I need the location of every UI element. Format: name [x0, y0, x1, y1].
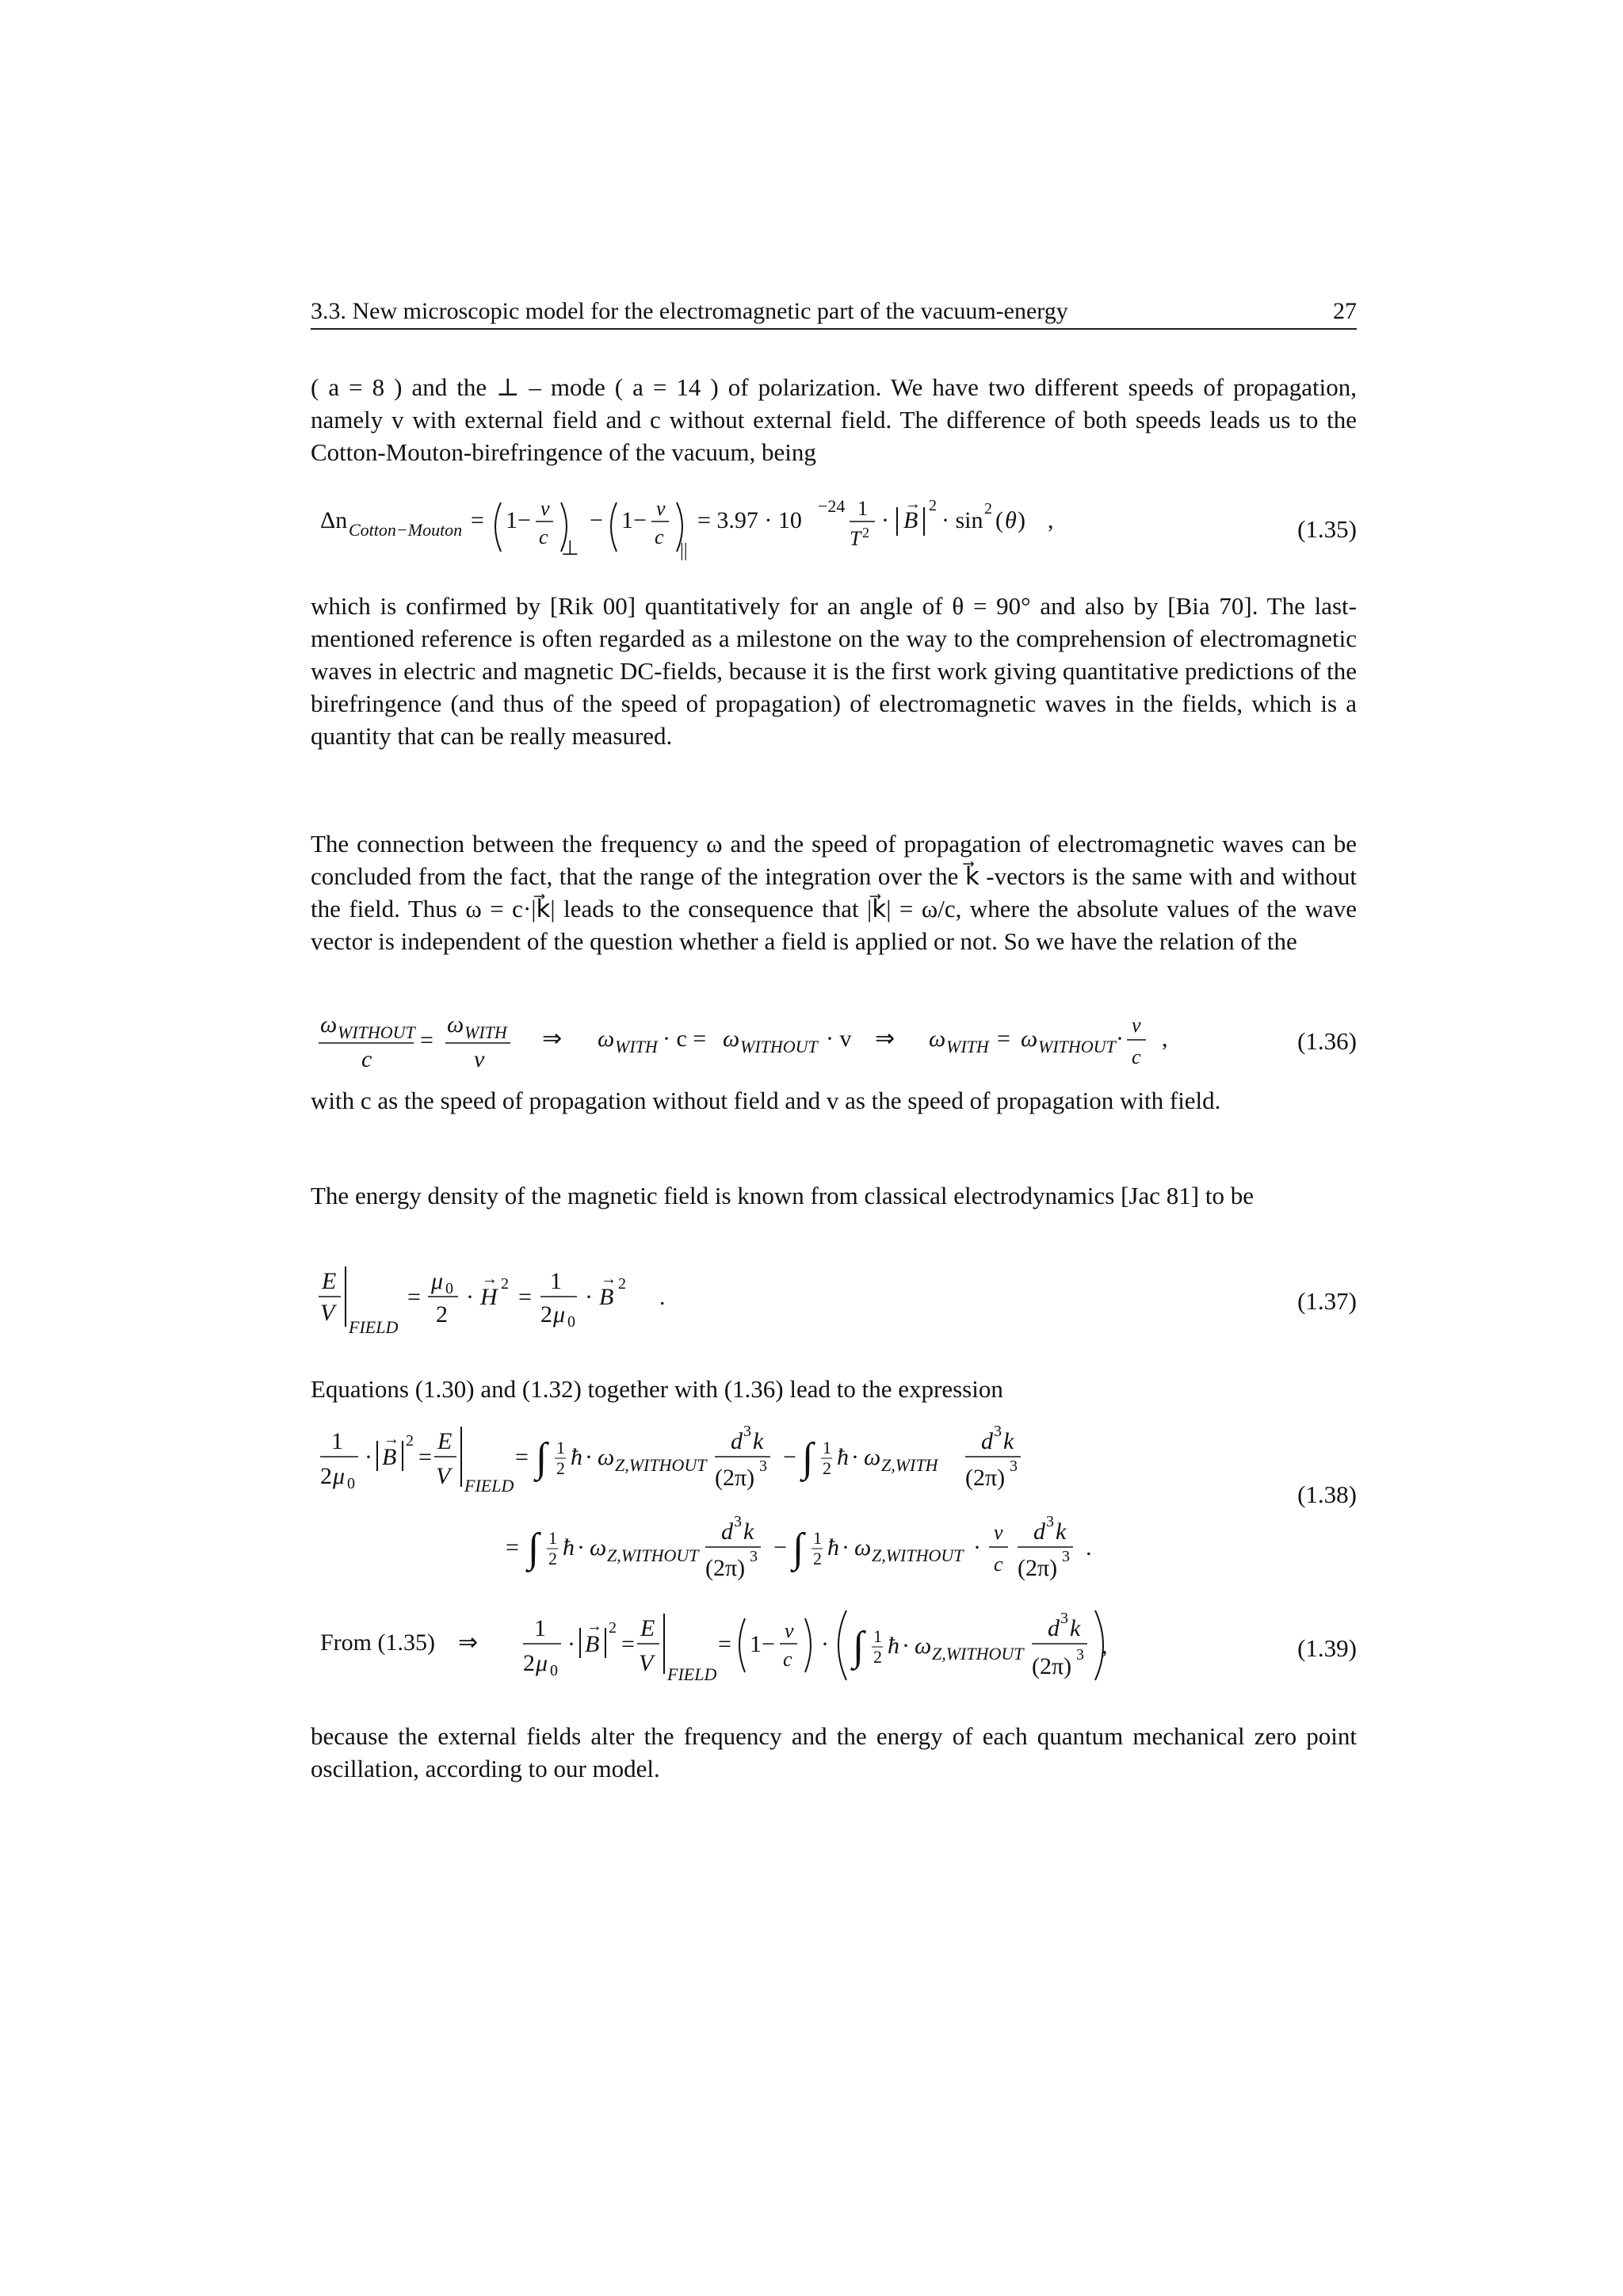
svg-text:,: , — [1102, 1633, 1108, 1659]
svg-text:.: . — [1086, 1534, 1092, 1561]
svg-text:WITH: WITH — [615, 1037, 658, 1056]
svg-text:c: c — [1132, 1045, 1141, 1068]
section-title: 3.3. New microscopic model for the electromagnetic part of the vacuum-energy — [311, 298, 1068, 324]
paragraph-5: The energy density of the magnetic field is known from classical electrodynamics [Jac 81] to be — [311, 1182, 1254, 1209]
svg-text:(2π): (2π) — [1018, 1555, 1058, 1581]
svg-text:c: c — [361, 1046, 372, 1072]
svg-text:·: · — [821, 1631, 829, 1657]
svg-text:=: = — [515, 1444, 529, 1470]
svg-text:→: → — [586, 1618, 602, 1635]
svg-text:·: · — [1116, 1026, 1124, 1052]
svg-text:v: v — [785, 1619, 794, 1642]
paragraph-4: with c as the speed of propagation without field and v as the speed of propagation with field. — [311, 1087, 1221, 1114]
svg-text:0: 0 — [445, 1280, 453, 1297]
equation-1-35 — [311, 491, 1357, 563]
eq135-lhs: Δn — [320, 507, 348, 533]
equation-1-39-graphic — [311, 1604, 1357, 1691]
svg-text:1: 1 — [873, 1626, 882, 1646]
svg-text:k: k — [1003, 1428, 1014, 1454]
svg-text:): ) — [1018, 507, 1025, 533]
eq138-sub-zwithout: Z,WITHOUT — [615, 1455, 707, 1475]
svg-text:−: − — [783, 1444, 796, 1470]
paragraph-1: ( a = 8 ) and the ⊥ – mode ( a = 14 ) of polarization. We have two different speeds of propagation, namely v with external field and c without external field. The difference of both speeds leads us to the Cotton-Mouton-birefringence of the vacuum, being — [311, 373, 1357, 466]
svg-text:WITHOUT: WITHOUT — [740, 1037, 818, 1056]
svg-text:0: 0 — [550, 1662, 558, 1679]
svg-text:.: . — [659, 1284, 666, 1310]
svg-text:k: k — [753, 1428, 764, 1454]
svg-text:=: = — [506, 1534, 519, 1561]
svg-text:2: 2 — [548, 1549, 557, 1568]
svg-text:ħ: ħ — [827, 1534, 839, 1561]
svg-text:⊥: ⊥ — [561, 537, 579, 560]
svg-text:3: 3 — [1010, 1457, 1018, 1475]
eq135-value: = 3.97 · 10 — [697, 507, 802, 533]
svg-text:∫: ∫ — [853, 1624, 865, 1669]
svg-text:=: = — [518, 1284, 532, 1310]
svg-text:V: V — [320, 1300, 335, 1326]
equation-1-36-graphic — [311, 1008, 1357, 1072]
svg-text:(2π): (2π) — [705, 1555, 746, 1581]
svg-text:−: − — [773, 1534, 787, 1561]
equation-1-37 — [311, 1260, 1357, 1339]
svg-text:E: E — [322, 1268, 337, 1294]
paragraph-3: The connection between the frequency ω and the speed of propagation of electromagnetic waves can be concluded from the fact, that the range of the integration over the k⃗ -vectors is the same with and without the field. Thus ω = c·|k⃗| leads to the consequence that |k⃗| = ω/c, where the absolute values of the wave vector is independent of the question whether a field is applied or not. So we have the relation of the — [311, 830, 1357, 955]
svg-text:→: → — [482, 1270, 498, 1288]
svg-text:WITH: WITH — [464, 1022, 507, 1042]
svg-text:1: 1 — [331, 1428, 343, 1454]
svg-text:d: d — [981, 1428, 993, 1454]
equation-number-1-36: (1.36) — [1297, 1027, 1357, 1055]
svg-text:⇒: ⇒ — [458, 1629, 479, 1656]
svg-text:∫: ∫ — [536, 1435, 548, 1480]
equation-number-1-39: (1.39) — [1297, 1634, 1357, 1662]
eq138-sub-zwith: Z,WITH — [881, 1455, 938, 1475]
svg-text:→: → — [384, 1431, 399, 1448]
svg-text:·: · — [567, 1631, 575, 1657]
svg-text:ω: ω — [447, 1011, 464, 1037]
page-number: 27 — [1333, 298, 1357, 324]
eq135-lhs-sub: Cotton−Mouton — [349, 520, 463, 540]
svg-text:(2π): (2π) — [715, 1465, 755, 1491]
svg-text:3: 3 — [1076, 1646, 1084, 1664]
eq135-unit: T — [850, 527, 861, 550]
svg-text:1: 1 — [534, 1615, 546, 1641]
svg-text:,: , — [1048, 507, 1054, 533]
svg-text:·: · — [973, 1534, 981, 1561]
svg-text:ħ: ħ — [888, 1633, 899, 1659]
svg-text:k: k — [1056, 1519, 1067, 1545]
svg-text:2: 2 — [556, 1458, 565, 1478]
svg-text:·: · — [577, 1534, 585, 1561]
svg-text:1−: 1− — [621, 507, 647, 533]
svg-text:d: d — [721, 1519, 733, 1545]
svg-text:v: v — [994, 1521, 1003, 1544]
svg-text:1: 1 — [550, 1268, 562, 1294]
svg-text:·: · — [585, 1284, 593, 1310]
svg-text:2: 2 — [540, 1301, 552, 1328]
svg-text:2: 2 — [320, 1463, 332, 1489]
svg-text:WITH: WITH — [946, 1037, 989, 1056]
svg-text:ω: ω — [598, 1026, 615, 1052]
svg-text:· sin: · sin — [941, 507, 983, 533]
svg-text:v: v — [1132, 1014, 1141, 1037]
svg-text:ω: ω — [320, 1011, 338, 1037]
svg-text:∫: ∫ — [528, 1526, 540, 1571]
svg-text:B: B — [599, 1284, 614, 1310]
svg-text:d: d — [1033, 1519, 1045, 1545]
equation-1-36 — [311, 1008, 1357, 1072]
svg-text:3: 3 — [1062, 1548, 1070, 1565]
svg-text:μ: μ — [553, 1301, 566, 1328]
running-header — [311, 295, 1357, 330]
svg-text:θ: θ — [1005, 507, 1017, 533]
svg-text:Z,WITHOUT: Z,WITHOUT — [872, 1545, 964, 1565]
equation-number-1-35: (1.35) — [1297, 515, 1357, 543]
svg-text:k: k — [743, 1519, 754, 1545]
svg-text:· c =: · c = — [663, 1026, 707, 1052]
svg-text:FIELD: FIELD — [667, 1664, 717, 1684]
svg-text:ω: ω — [915, 1633, 932, 1659]
svg-text:3: 3 — [994, 1423, 1002, 1440]
svg-text:ħ: ħ — [571, 1444, 582, 1470]
paragraph-6: Equations (1.30) and (1.32) together with (1.36) lead to the expression — [311, 1375, 1003, 1403]
svg-text:||: || — [680, 541, 688, 561]
svg-text:∫: ∫ — [792, 1526, 804, 1571]
svg-text:1: 1 — [823, 1438, 831, 1457]
equation-1-38-graphic — [311, 1419, 1357, 1601]
svg-text:ω: ω — [854, 1534, 872, 1561]
svg-text:ω: ω — [929, 1026, 946, 1052]
svg-text:(: ( — [995, 507, 1003, 533]
svg-text:ħ: ħ — [837, 1444, 849, 1470]
svg-text:⇒: ⇒ — [542, 1026, 563, 1052]
svg-text:μ: μ — [333, 1463, 346, 1489]
svg-text:0: 0 — [347, 1475, 355, 1492]
svg-text:2: 2 — [436, 1301, 448, 1328]
svg-text:·: · — [902, 1633, 910, 1659]
svg-text:· v: · v — [826, 1026, 852, 1052]
svg-text:k: k — [1070, 1615, 1081, 1641]
svg-text:2: 2 — [862, 525, 869, 541]
equation-number-1-37: (1.37) — [1297, 1287, 1357, 1315]
svg-text:2: 2 — [929, 497, 937, 514]
eq137-sub-field: FIELD — [349, 1317, 399, 1337]
svg-text:v: v — [474, 1046, 485, 1072]
eq135-exponent: −24 — [818, 496, 846, 516]
svg-text:·: · — [842, 1534, 850, 1561]
svg-text:1−: 1− — [750, 1631, 775, 1657]
eq136-sub-without: WITHOUT — [338, 1022, 415, 1042]
equation-number-1-38: (1.38) — [1297, 1480, 1357, 1508]
svg-text:Z,WITHOUT: Z,WITHOUT — [607, 1545, 699, 1565]
svg-text:·: · — [365, 1444, 372, 1470]
svg-text:=: = — [718, 1631, 731, 1657]
svg-text:2: 2 — [501, 1275, 509, 1293]
svg-text:→: → — [905, 495, 921, 513]
eq139-lead-in: From (1.35) — [320, 1629, 435, 1656]
svg-text:·: · — [466, 1284, 474, 1310]
paragraph-2: which is confirmed by [Rik 00] quantitatively for an angle of θ = 90° and also by [Bia 70]. The last-mentioned reference is often regarded as a milestone on the way to the comprehension of electromagnetic waves in electric and magnetic DC-fields, because it is the first work giving quantitative predictions of the birefringence (and thus of the speed of propagation) of electromagnetic waves in the fields, which is a quantity that can be really measured. — [311, 592, 1357, 750]
svg-text:1: 1 — [548, 1528, 557, 1548]
svg-text:2: 2 — [813, 1549, 822, 1568]
svg-text:μ: μ — [431, 1268, 444, 1294]
svg-text:V: V — [639, 1650, 654, 1676]
svg-text:2: 2 — [406, 1432, 414, 1450]
svg-text:3: 3 — [750, 1548, 758, 1565]
svg-text:ω: ω — [1021, 1026, 1038, 1052]
svg-text:0: 0 — [567, 1313, 575, 1331]
svg-text:=: = — [997, 1026, 1010, 1052]
svg-text:3: 3 — [1046, 1513, 1054, 1530]
equation-1-39 — [311, 1604, 1357, 1691]
svg-text:·: · — [585, 1444, 593, 1470]
svg-text:=: = — [471, 507, 484, 533]
svg-text:1: 1 — [813, 1528, 822, 1548]
svg-text:=: = — [621, 1631, 635, 1657]
svg-text:·: · — [851, 1444, 859, 1470]
svg-text:2: 2 — [984, 500, 992, 518]
svg-text:·: · — [881, 507, 889, 533]
svg-text:ω: ω — [598, 1444, 615, 1470]
equation-1-38 — [311, 1419, 1357, 1601]
svg-text:B: B — [585, 1631, 600, 1657]
svg-text:=: = — [420, 1027, 433, 1053]
svg-text:E: E — [640, 1615, 655, 1641]
svg-text:ω: ω — [590, 1534, 607, 1561]
svg-text:3: 3 — [743, 1423, 751, 1440]
svg-text:=: = — [407, 1284, 421, 1310]
svg-text:c: c — [783, 1648, 792, 1671]
svg-text:μ: μ — [536, 1650, 548, 1676]
svg-text:1: 1 — [857, 497, 868, 520]
svg-text:B: B — [382, 1444, 397, 1470]
svg-text:2: 2 — [609, 1619, 617, 1637]
svg-text:Z,WITHOUT: Z,WITHOUT — [932, 1644, 1024, 1664]
svg-text:1: 1 — [556, 1438, 565, 1457]
svg-text:1−: 1− — [506, 507, 531, 533]
svg-text:E: E — [437, 1428, 453, 1454]
svg-text:(2π): (2π) — [1032, 1653, 1072, 1679]
svg-text:d: d — [1048, 1615, 1060, 1641]
svg-text:ω: ω — [723, 1026, 740, 1052]
svg-text:v: v — [656, 497, 666, 520]
svg-text:3: 3 — [734, 1513, 742, 1530]
svg-text:c: c — [539, 525, 548, 548]
svg-text:2: 2 — [618, 1275, 626, 1293]
svg-text:c: c — [655, 525, 664, 548]
svg-text:⇒: ⇒ — [875, 1026, 896, 1052]
svg-text:=: = — [418, 1444, 432, 1470]
svg-text:v: v — [540, 497, 550, 520]
svg-text:3: 3 — [759, 1457, 767, 1475]
svg-text:−: − — [590, 507, 603, 533]
svg-text:(2π): (2π) — [965, 1465, 1006, 1491]
svg-text:ω: ω — [864, 1444, 881, 1470]
svg-text:WITHOUT: WITHOUT — [1038, 1037, 1116, 1056]
svg-text:FIELD: FIELD — [464, 1476, 514, 1496]
svg-text:H: H — [480, 1284, 498, 1310]
equation-1-37-graphic — [311, 1260, 1357, 1339]
paragraph-7: because the external fields alter the frequency and the energy of each quantum mechanical zero point oscillation, according to our model. — [311, 1722, 1357, 1782]
svg-text:2: 2 — [823, 1458, 831, 1478]
svg-text:∫: ∫ — [802, 1435, 814, 1480]
equation-1-35-graphic — [311, 491, 1357, 563]
svg-text:V: V — [436, 1463, 451, 1489]
svg-text:2: 2 — [873, 1647, 882, 1667]
svg-text:B: B — [903, 507, 918, 533]
svg-text:→: → — [601, 1270, 617, 1288]
svg-text:d: d — [731, 1428, 743, 1454]
svg-text:c: c — [994, 1553, 1003, 1576]
svg-text:3: 3 — [1060, 1610, 1068, 1627]
svg-text:,: , — [1162, 1026, 1168, 1052]
svg-text:ħ: ħ — [563, 1534, 575, 1561]
svg-text:2: 2 — [523, 1650, 535, 1676]
